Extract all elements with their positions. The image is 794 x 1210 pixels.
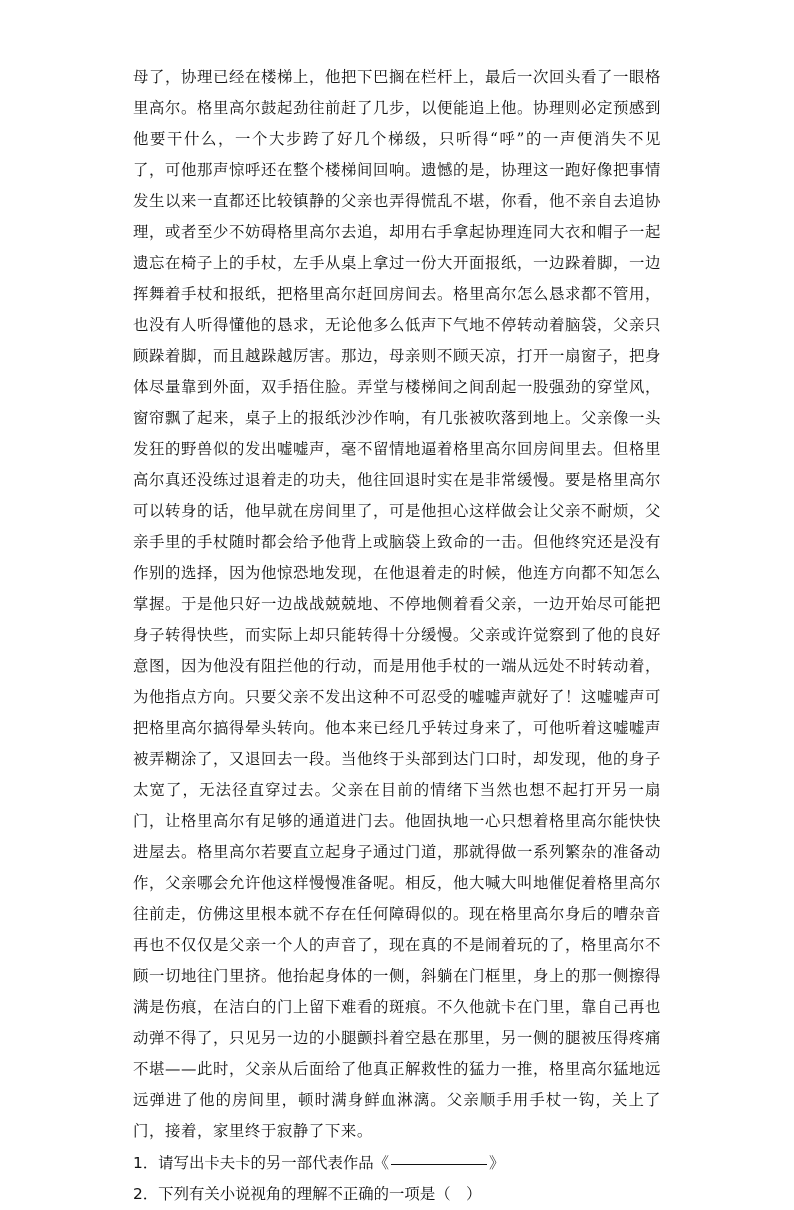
document-page — [133, 62, 661, 1210]
reading-passage — [133, 62, 661, 1147]
passage-paragraph: 母了，协理已经在楼梯上，他把下巴搁在栏杆上，最后一次回头看了一眼格里高尔。格里高尔鼓起劲往前赶了几步，以便能追上他。协理则必定预感到他要干什么，一个大步跨了好几个梯级，只听得“呼”的一声便消失不见了，可他那声惊呼还在整个楼梯间回响。遗憾的是，协理这一跑好像把事情发生以来一直都还比较镇静的父亲也弄得慌乱不堪，你看，他不亲自去追协理，或者至少不妨碍格里高尔去追，却用右手拿起协理连同大衣和帽子一起遗忘在椅子上的手杖，左手从桌上拿过一份大开面报纸，一边跺着脚，一边挥舞着手杖和报纸，把格里高尔赶回房间去。格里高尔怎么恳求都不管用，也没有人听得懂他的恳求，无论他多么低声下气地不停转动着脑袋，父亲只顾跺着脚，而且越跺越厉害。那边，母亲则不顾天凉，打开一扇窗子，把身体尽量靠到外面，双手捂住脸。弄堂与楼梯间之间刮起一股强劲的穿堂风，窗帘飘了起来，桌子上的报纸沙沙作响，有几张被吹落到地上。父亲像一头发狂的野兽似的发出嘘嘘声，毫不留情地逼着格里高尔回房间里去。但格里高尔真还没练过退着走的功夫，他往回退时实在是非常缓慢。要是格里高尔可以转身的话，他早就在房间里了，可是他担心这样做会让父亲不耐烦，父亲手里的手杖随时都会给予他背上或脑袋上致命的一击。但他终究还是没有作别的选择，因为他惊恐地发现，在他退着走的时候，他连方向都不知怎么掌握。于是他只好一边战战兢兢地、不停地侧着看父亲，一边开始尽可能把身子转得快些，而实际上却只能转得十分缓慢。父亲或许觉察到了他的良好意图，因为他没有阻拦他的行动，而是用他手杖的一端从远处不时转动着，为他指点方向。只要父亲不发出这种不可忍受的嘘嘘声就好了！这嘘嘘声可把格里高尔搞得晕头转向。他本来已经几乎转过身来了，可他听着这嘘嘘声被弄糊涂了，又退回去一段。当他终于头部到达门口时，却发现，他的身子太宽了，无法径直穿过去。父亲在目前的情绪下当然也想不起打开另一扇门，让格里高尔有足够的通道进门去。他固执地一心只想着格里高尔能快快进屋去。格里高尔若要直立起身子通过门道，那就得做一系列繁杂的准备动作，父亲哪会允许他这样慢慢准备呢。相反，他大喊大叫地催促着格里高尔往前走，仿佛这里根本就不存在任何障碍似的。现在格里高尔身后的嘈杂音再也不仅仅是父亲一个人的声音了，现在真的不是闹着玩的了，格里高尔不顾一切地往门里挤。他抬起身体的一侧，斜躺在门框里，身上的那一侧擦得满是伤痕，在洁白的门上留下难看的斑痕。不久他就卡在门里，靠自己再也动弹不得了，只见另一边的小腿颤抖着空悬在那里，另一侧的腿被压得疼痛不堪——此时，父亲从后面给了他真正解救性的猛力一推，格里高尔猛地远远弹进了他的房间里，顿时满身鲜血淋漓。父亲顺手用手杖一钩，关上了门，接着，家里终于寂静了下来。 — [133, 68, 661, 1140]
answer-blank[interactable] — [391, 1163, 487, 1165]
question-1-closing-mark: 》 — [489, 1154, 505, 1172]
question-1-prompt: 1．请写出卡夫卡的另一部代表作品《 — [133, 1154, 390, 1172]
question-2-prompt: 2．下列有关小说视角的理解不正确的一项是（ ） — [133, 1185, 482, 1203]
question-list — [133, 1148, 661, 1210]
question-1 — [133, 1148, 661, 1179]
question-2 — [133, 1179, 661, 1210]
